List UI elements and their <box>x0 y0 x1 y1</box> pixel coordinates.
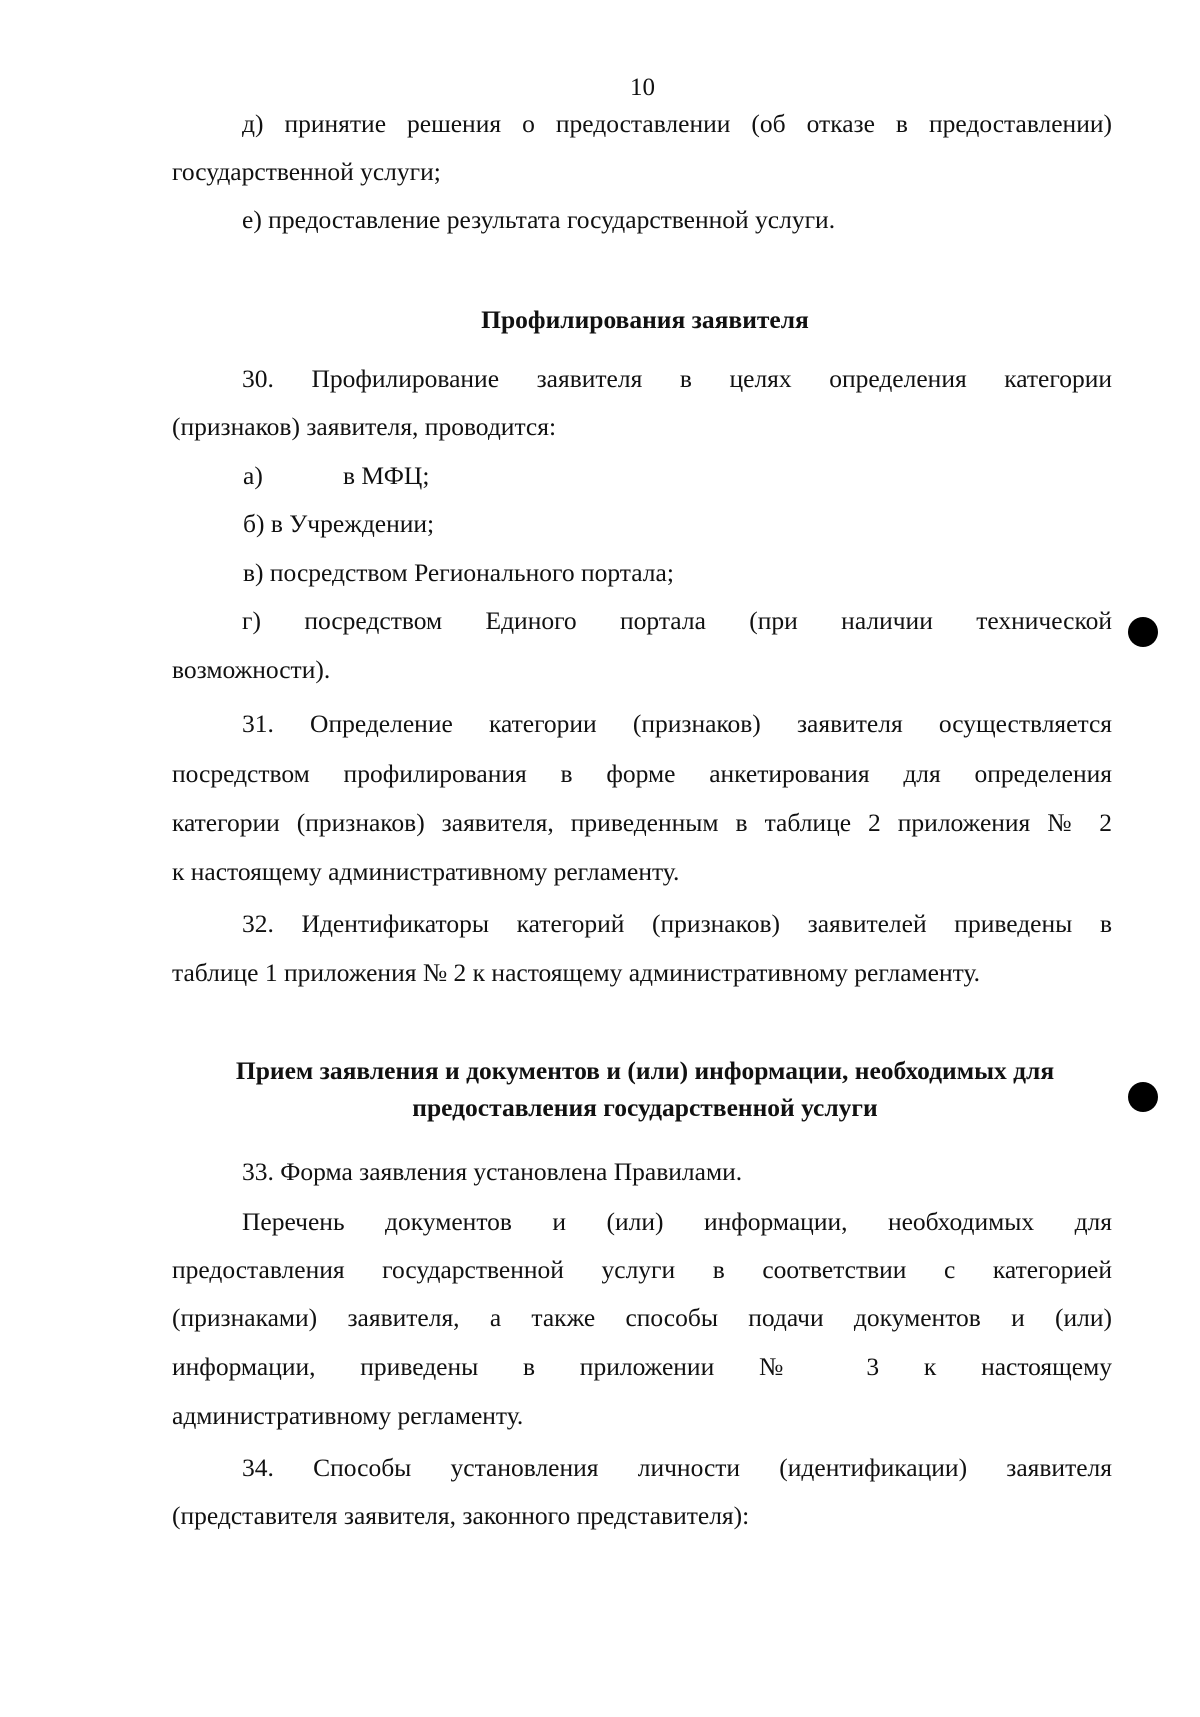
para-30-line1: 30. Профилирование заявителя в целях определения категории <box>242 364 1112 393</box>
para-31-line1: 31. Определение категории (признаков) заявителя осуществляется <box>242 709 1112 738</box>
documents-para-line4: информации, приведены в приложении № 3 к настоящему <box>172 1352 1112 1381</box>
section-heading-reception-line1: Прием заявления и документов и (или) информации, необходимых для <box>235 1056 1055 1085</box>
para-32-line1: 32. Идентификаторы категорий (признаков) заявителей приведены в <box>242 909 1112 938</box>
punch-hole-mark <box>1128 1082 1158 1112</box>
para-31-line2: посредством профилирования в форме анкетирования для определения <box>172 759 1112 788</box>
documents-para-line5: административному регламенту. <box>172 1401 524 1430</box>
para-34-line1: 34. Способы установления личности (идентификации) заявителя <box>242 1453 1112 1482</box>
item-d-line1: д) принятие решения о предоставлении (об отказе в предоставлении) <box>242 109 1112 138</box>
para-31-line4: к настоящему административному регламенту. <box>172 857 680 886</box>
para-31-line3: категории (признаков) заявителя, приведенным в таблице 2 приложения № 2 <box>172 808 1112 837</box>
list-item-b: б) в Учреждении; <box>243 509 435 538</box>
item-d-line2: государственной услуги; <box>172 157 441 186</box>
documents-para-line1: Перечень документов и (или) информации, необходимых для <box>242 1207 1112 1236</box>
list-item-a <box>243 452 429 500</box>
list-item-v: в) посредством Регионального портала; <box>243 558 674 587</box>
list-item-a-text: в МФЦ; <box>343 461 430 490</box>
list-item-g-line2: возможности). <box>172 655 331 684</box>
item-e: е) предоставление результата государственной услуги. <box>242 205 836 234</box>
page-number: 10 <box>630 74 655 101</box>
para-33: 33. Форма заявления установлена Правилами. <box>242 1157 743 1186</box>
para-32-line2: таблице 1 приложения № 2 к настоящему административному регламенту. <box>172 958 981 987</box>
section-heading-reception-line2: предоставления государственной услуги <box>412 1093 878 1122</box>
section-heading-profiling: Профилирования заявителя <box>481 305 809 334</box>
para-34-line2: (представителя заявителя, законного представителя): <box>172 1501 750 1530</box>
documents-para-line2: предоставления государственной услуги в соответствии с категорией <box>172 1255 1112 1284</box>
para-30-line2: (признаков) заявителя, проводится: <box>172 412 557 441</box>
punch-hole-mark <box>1128 617 1158 647</box>
list-item-a-marker: а) <box>243 461 263 490</box>
documents-para-line3: (признаками) заявителя, а также способы подачи документов и (или) <box>172 1303 1112 1332</box>
list-item-g-line1: г) посредством Единого портала (при наличии технической <box>242 606 1112 635</box>
